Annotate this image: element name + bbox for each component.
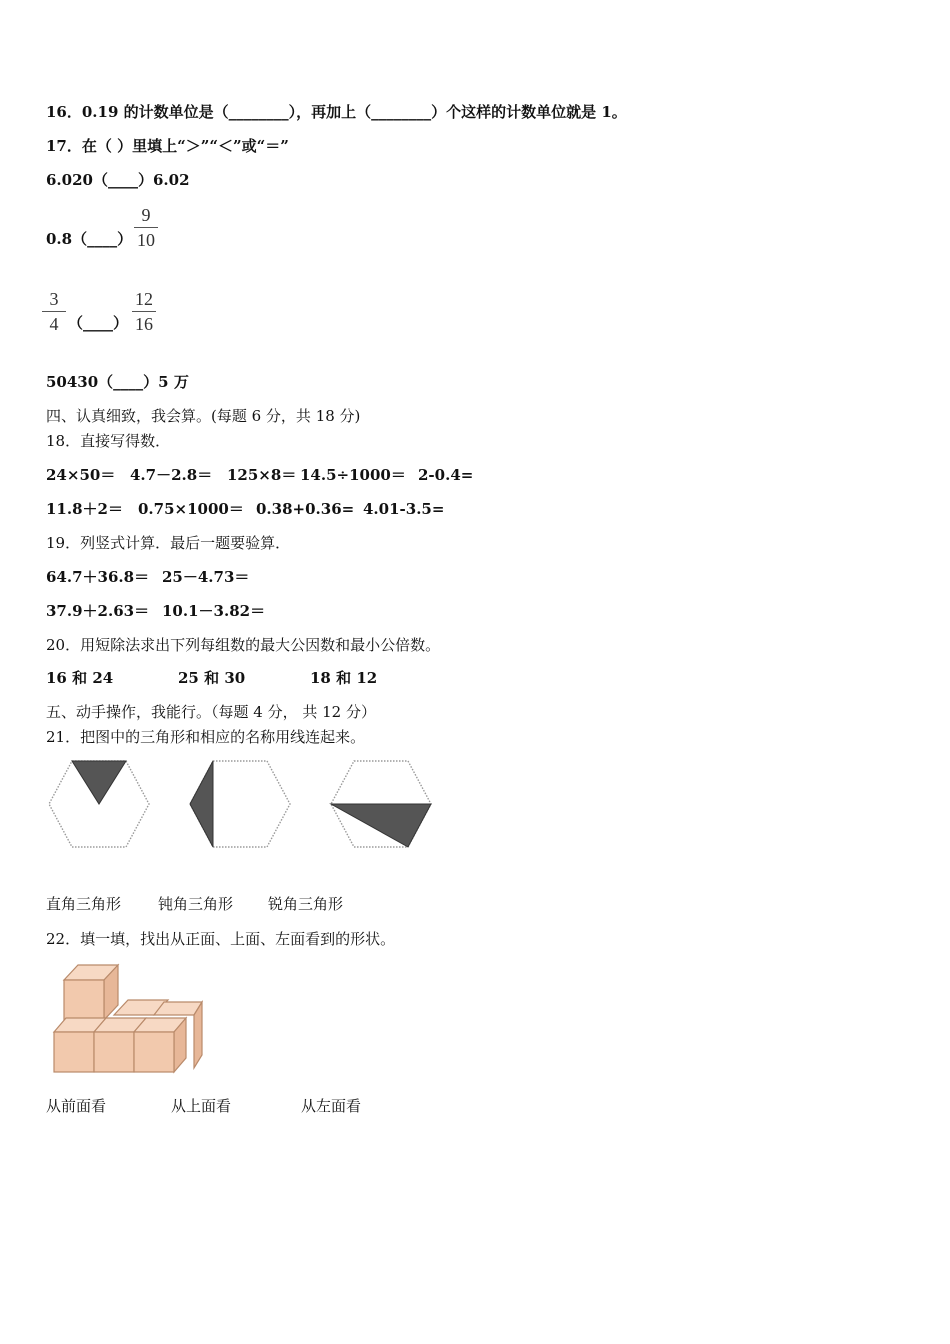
calc-item: 2-0.4= [418, 466, 474, 484]
numerator: 3 [49, 289, 59, 309]
view-label-left: 从左面看 [301, 1097, 362, 1115]
hexagon-figure-acute-triangle [328, 757, 434, 851]
hexagon-figure-right-triangle [46, 757, 152, 851]
numerator: 9 [141, 205, 151, 225]
calc-item: 0.38+0.36= [256, 500, 355, 518]
fraction-nine-tenths [134, 204, 158, 251]
compare-item-4: 50430（____）5 万 [46, 373, 189, 391]
vertical-calc-item: 64.7＋36.8＝ [46, 568, 150, 586]
calc-item: 0.75×1000＝ [138, 500, 244, 518]
fraction-three-quarters [42, 288, 66, 335]
vertical-calc-item: 37.9＋2.63＝ [46, 602, 150, 620]
number-pair: 16 和 24 [46, 669, 114, 687]
calc-item: 14.5÷1000＝ [300, 466, 406, 484]
fraction-twelve-sixteenths [132, 288, 156, 335]
denominator: 16 [135, 314, 153, 334]
calc-item: 24×50＝ [46, 466, 116, 484]
numerator: 12 [135, 289, 153, 309]
number-pair: 25 和 30 [178, 669, 246, 687]
vertical-calc-item: 25－4.73＝ [162, 568, 250, 586]
triangle-name-label: 钝角三角形 [158, 895, 234, 913]
triangle-name-label: 锐角三角形 [268, 895, 344, 913]
calc-item: 4.7－2.8＝ [130, 466, 213, 484]
calc-item: 4.01-3.5= [363, 500, 445, 518]
question-20: 20．用短除法求出下列每组数的最大公因数和最小公倍数。 [46, 636, 441, 654]
question-19: 19．列竖式计算．最后一题要验算． [46, 534, 291, 552]
compare-item-3-blank: （____） [68, 314, 129, 332]
hexagon-figure-obtuse-triangle [187, 757, 293, 851]
compare-item-2-left: 0.8（____） [46, 230, 133, 248]
triangle-name-label: 直角三角形 [46, 895, 122, 913]
cube-stack-figure [46, 960, 211, 1075]
calc-item: 125×8＝ [227, 466, 297, 484]
question-18: 18．直接写得数． [46, 432, 171, 450]
calc-item: 11.8＋2＝ [46, 500, 123, 518]
view-label-top: 从上面看 [171, 1097, 232, 1115]
denominator: 10 [137, 230, 155, 250]
question-22: 22．填一填，找出从正面、上面、左面看到的形状。 [46, 930, 396, 948]
question-21: 21．把图中的三角形和相应的名称用线连起来。 [46, 728, 366, 746]
question-16: 16．0.19 的计数单位是（________），再加上（________）个这样的计数单位就是 1。 [46, 103, 627, 121]
compare-item-1: 6.020（____）6.02 [46, 171, 190, 189]
question-17: 17．在（ ）里填上“＞”“＜”或“＝” [46, 137, 289, 155]
vertical-calc-item: 10.1－3.82＝ [162, 602, 266, 620]
number-pair: 18 和 12 [310, 669, 378, 687]
denominator: 4 [49, 314, 59, 334]
section-4-heading: 四、认真细致，我会算。(每题 6 分，共 18 分) [46, 407, 361, 425]
section-5-heading: 五、动手操作，我能行。（每题 4 分， 共 12 分） [46, 703, 376, 721]
view-label-front: 从前面看 [46, 1097, 107, 1115]
